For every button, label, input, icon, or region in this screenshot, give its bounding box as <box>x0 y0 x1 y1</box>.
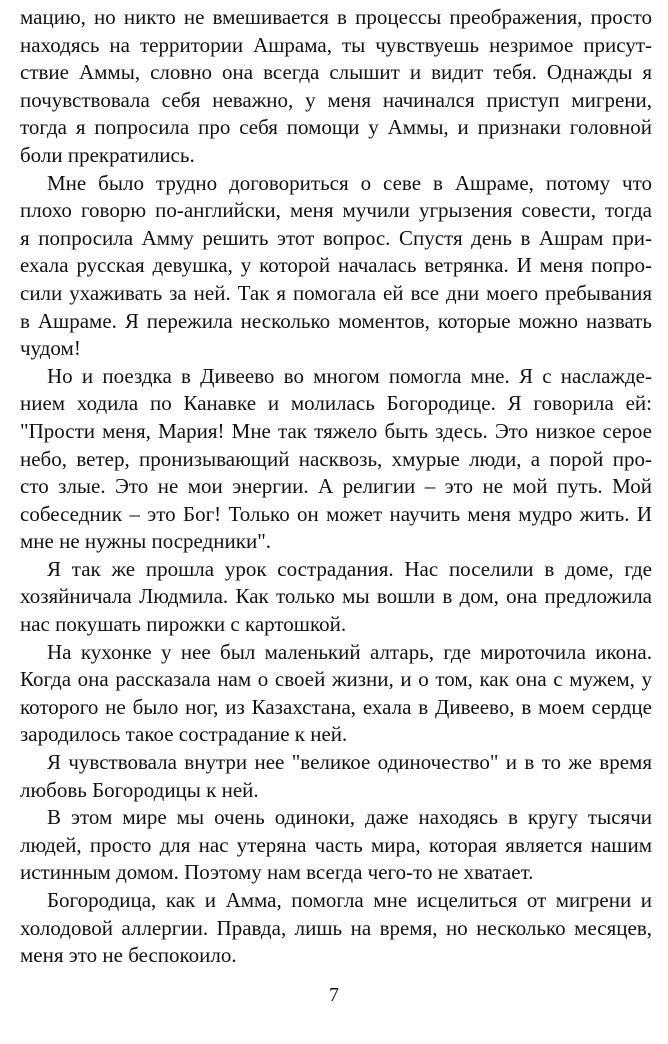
text-line: "Прости меня, Мария! Мне так тяжело быть здесь. Это низкое серое <box>20 418 652 443</box>
text-line: холодовой аллергии. Правда, лишь на время, но несколько месяцев, <box>20 915 652 940</box>
paragraph-2 <box>20 170 652 363</box>
text-line: плохо говорю по-английски, меня мучили угрызения совести, тогда <box>20 198 652 223</box>
text-line: нас покушать пирожки с картошкой. <box>20 612 347 637</box>
text-line: На кухонке у нее был маленький алтарь, где мироточила икона. <box>47 639 652 664</box>
text-line: сили ухаживать за ней. Так я помогала ей все дни моего пребывания <box>20 280 652 305</box>
text-line: нием ходила по Канавке и молилась Богородице. Я говорила ей: <box>20 391 652 416</box>
page-body <box>20 4 652 970</box>
text-line: почувствовала себя неважно, у меня начинался приступ мигрени, <box>20 87 652 112</box>
text-line: небо, ветер, пронизывающий насквозь, хмурые люди, а порой про- <box>20 446 652 471</box>
paragraph-3 <box>20 363 652 556</box>
text-line: Когда она рассказала нам о своей жизни, и о том, как она с мужем, у <box>20 667 652 692</box>
text-line: мацию, но никто не вмешивается в процессы преображения, просто <box>20 5 652 29</box>
text-line: собеседник – это Бог! Только он может научить меня мудро жить. И <box>20 501 652 526</box>
paragraph-8 <box>20 887 652 970</box>
text-line: в Ашраме. Я пережила несколько моментов, которые можно назвать <box>20 308 652 333</box>
text-line: любовь Богородицы к ней. <box>20 777 259 802</box>
text-line: мне не нужны посредники". <box>20 529 272 554</box>
paragraph-1 <box>20 4 652 170</box>
paragraph-5 <box>20 639 652 749</box>
page-number: 7 <box>329 984 339 1006</box>
text-line: зародилось такое сострадание к ней. <box>20 722 348 747</box>
paragraph-6 <box>20 749 652 804</box>
paragraph-7 <box>20 804 652 887</box>
text-line: хозяйничала Людмила. Как только мы вошли в дом, она предложила <box>20 584 652 609</box>
text-line: боли прекратились. <box>20 142 195 167</box>
text-line: я попросила Амму решить этот вопрос. Спустя день в Ашрам при- <box>20 225 652 250</box>
text-line: которого не было ног, из Казахстана, ехала в Дивеево, в моем сердце <box>20 694 652 719</box>
text-line: Но и поездка в Дивеево во многом помогла мне. Я с наслажде- <box>47 363 652 388</box>
text-line: В этом мире мы очень одиноки, даже находясь в кругу тысячи <box>47 805 652 830</box>
text-line: находясь на территории Ашрама, ты чувствуешь незримое присут- <box>20 32 652 57</box>
text-line: Я чувствовала внутри нее "великое одиночество" и в то же время <box>47 750 652 775</box>
text-line: Я так же прошла урок сострадания. Нас поселили в доме, где <box>47 556 652 581</box>
text-line: меня это не беспокоило. <box>20 943 237 968</box>
text-line: людей, просто для нас утеряна часть мира, которая является нашим <box>20 832 652 857</box>
text-line: истинным домом. Поэтому нам всегда чего-то не хватает. <box>20 860 534 885</box>
text-line: сто злые. Это не мои энергии. А религии – это не мой путь. Мой <box>20 474 652 499</box>
text-line: ствие Аммы, словно она всегда слышит и видит тебя. Однажды я <box>20 60 652 85</box>
text-line: Мне было трудно договориться о севе в Ашраме, потому что <box>47 170 652 195</box>
text-line: ехала русская девушка, у которой началась ветрянка. И меня попро- <box>20 253 652 278</box>
text-line: Богородица, как и Амма, помогла мне исцелиться от мигрени и <box>47 888 652 912</box>
paragraph-4 <box>20 556 652 639</box>
text-line: тогда я попросила про себя помощи у Аммы, и признаки головной <box>20 115 652 140</box>
text-line: чудом! <box>20 336 81 361</box>
